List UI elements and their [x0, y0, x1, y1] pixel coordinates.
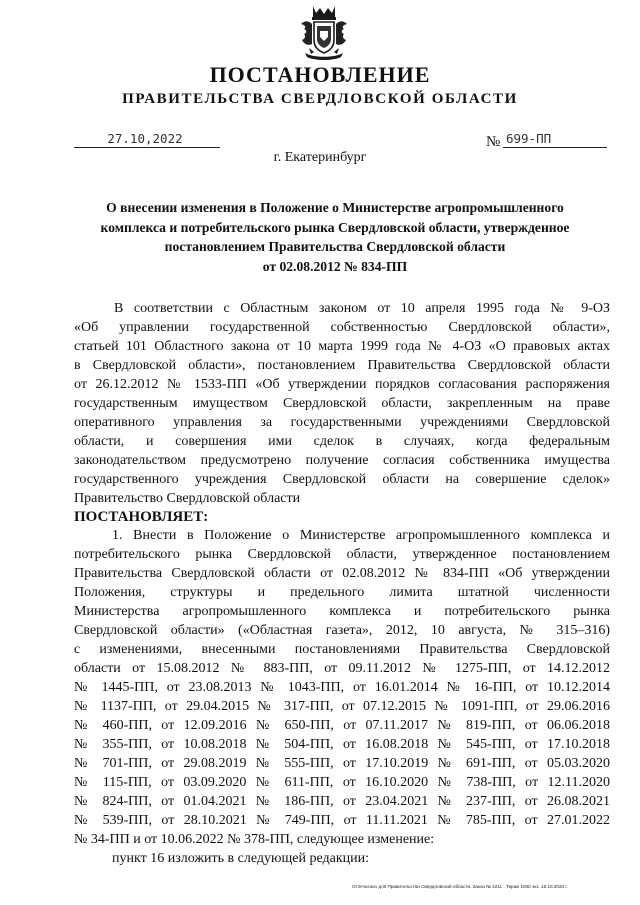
item1-line: с изменениями, внесенными постановлениями Правительства Свердловской: [74, 642, 610, 657]
preamble-line: государственного учреждения Свердловской области на совершение сделок»: [74, 472, 610, 487]
item1-line: Свердловской области» («Областная газета», 2012, 10 августа, № 315–316): [74, 623, 610, 638]
number-sign: №: [486, 134, 501, 150]
preamble-line: «Об управлении государственной собственностью Свердловской области»,: [74, 320, 610, 335]
preamble-line: Правительство Свердловской области: [74, 491, 301, 506]
preamble-line: законодательством предусмотрено получение согласия собственника имущества: [74, 453, 610, 468]
date-underline: [74, 147, 220, 148]
document-city: г. Екатеринбург: [273, 150, 367, 165]
resolves-heading: ПОСТАНОВЛЯЕТ:: [74, 509, 209, 525]
item1-line: № 701-ПП, от 29.08.2019 № 555-ПП, от 17.10.2019 № 691-ПП, от 05.03.2020: [74, 756, 610, 771]
item1-line: № 824-ПП, от 01.04.2021 № 186-ПП, от 23.04.2021 № 237-ПП, от 26.08.2021: [74, 794, 610, 809]
document-body: [74, 299, 610, 868]
item1-line: области от 15.08.2012 № 883-ПП, от 09.11.2012 № 1275-ПП, от 14.12.2012: [74, 661, 610, 676]
preamble-line: оперативного управления за государственными учреждениями Свердловской: [74, 415, 610, 430]
document-title: ПОСТАНОВЛЕНИЕ: [209, 62, 431, 87]
item1-line: № 34-ПП и от 10.06.2022 № 378-ПП, следующее изменение:: [74, 832, 435, 847]
item1-line: Правительства Свердловской области от 02.08.2012 № 834-ПП «Об утверждении: [74, 566, 610, 581]
heading-line: О внесении изменения в Положение о Министерстве агропромышленного: [106, 200, 564, 215]
preamble-line: области, и совершения ими сделок в случаях, когда федеральным: [74, 434, 610, 449]
document-date: 27.10,2022: [107, 131, 183, 146]
heading-line: от 02.08.2012 № 834-ПП: [262, 258, 408, 274]
preamble-line: в Свердловской области», постановлением Правительства Свердловской области: [74, 358, 610, 373]
item1-line: № 115-ПП, от 03.09.2020 № 611-ПП, от 16.10.2020 № 738-ПП, от 12.11.2020: [74, 775, 610, 790]
preamble-line: статьей 101 Областного закона от 10 марта 1999 года № 4-ОЗ «О правовых актах: [74, 339, 610, 354]
point16-line: пункт 16 изложить в следующей редакции:: [112, 851, 369, 866]
item1-line: Положения, структуры и предельного лимита штатной численности: [74, 585, 610, 600]
item1-line: потребительского рынка Свердловской области, утвержденное постановлением: [74, 547, 610, 562]
document-subtitle: ПРАВИТЕЛЬСТВА СВЕРДЛОВСКОЙ ОБЛАСТИ: [122, 91, 518, 107]
heading-line: комплекса и потребительского рынка Свердловской области, утвержденное: [100, 219, 570, 235]
item1-line: 1. Внести в Положение о Министерстве агропромышленного комплекса и: [112, 528, 610, 543]
print-footer: Отпечатано для Правительства Свердловской области. Заказ № 4211 . Тираж 1000 экз. 16.10.2020 г.: [352, 884, 568, 889]
document-heading: [60, 198, 610, 276]
preamble-line: от 26.12.2012 № 1533-ПП «Об утверждении порядков согласования распоряжения: [74, 377, 610, 392]
item1-line: № 1445-ПП, от 23.08.2013 № 1043-ПП, от 16.01.2014 № 16-ПП, от 10.12.2014: [74, 680, 610, 695]
item1-line: № 355-ПП, от 10.08.2018 № 504-ПП, от 16.08.2018 № 545-ПП, от 17.10.2018: [74, 737, 610, 752]
preamble-line: государственным имуществом Свердловской области, закрепленным на праве: [74, 396, 610, 411]
item1-line: № 460-ПП, от 12.09.2016 № 650-ПП, от 07.11.2017 № 819-ПП, от 06.06.2018: [74, 718, 610, 733]
item1-line: № 1137-ПП, от 29.04.2015 № 317-ПП, от 07.12.2015 № 1091-ПП, от 29.06.2016: [74, 699, 610, 714]
item1-line: № 539-ПП, от 28.10.2021 № 749-ПП, от 11.11.2021 № 785-ПП, от 27.01.2022: [74, 813, 610, 828]
number-underline: [503, 147, 607, 148]
heading-line: постановлением Правительства Свердловской области: [164, 239, 506, 254]
preamble-line: В соответствии с Областным законом от 10 апреля 1995 года № 9-ОЗ: [114, 301, 610, 316]
coat-of-arms-emblem: [299, 4, 349, 62]
item1-line: Министерства агропромышленного комплекса и потребительского рынка: [74, 604, 610, 619]
document-number: 699-ПП: [506, 131, 552, 146]
